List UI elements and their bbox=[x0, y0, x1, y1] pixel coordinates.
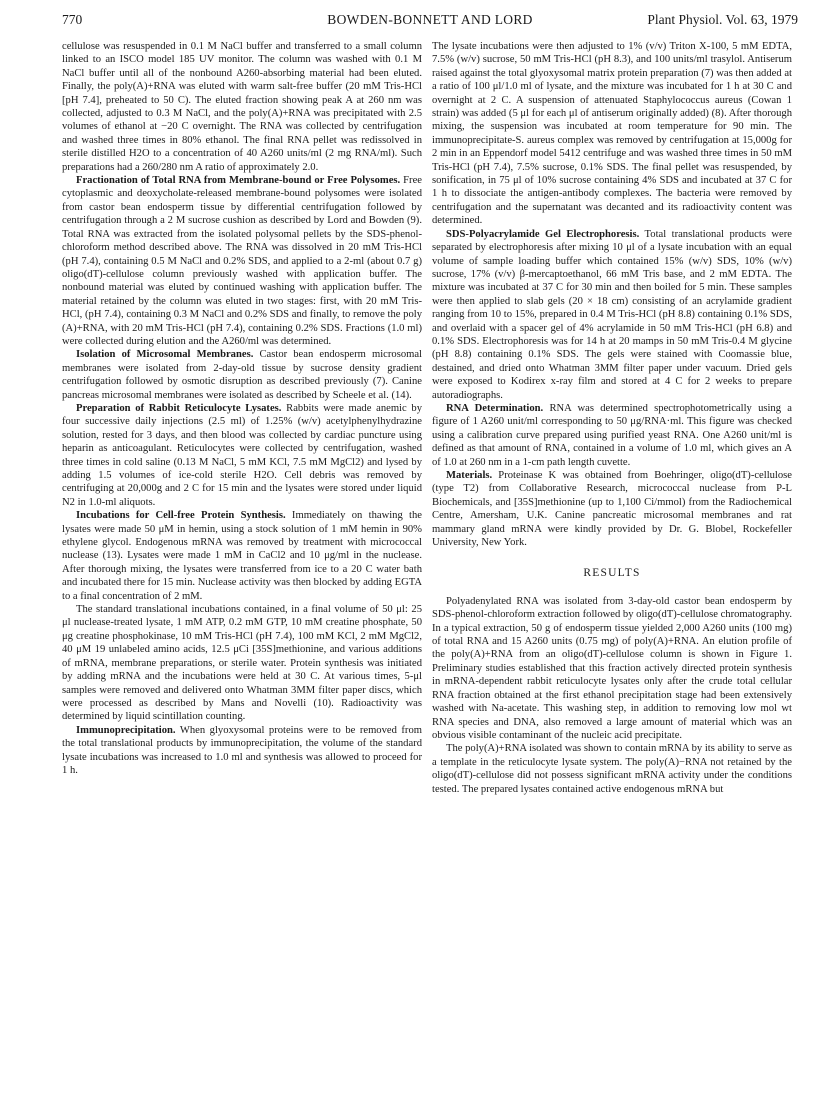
paragraph bbox=[62, 402, 422, 509]
paragraph-text: Free cytoplasmic and deoxycholate-released membrane-bound polysomes were isolated from castor bean endosperm tissue by differential centrifugation followed by centrifugation through a 2 M sucrose cushion as described by Lord and Bowden (9). Total RNA was extracted from the isolated polysomal pellets by the SDS-phenol-chloroform method described above. The RNA was dissolved in 20 mM Tris-HCl (pH 7.4), containing 0.5 M NaCl and 0.2% SDS, and applied to a 2-ml (about 0.7 g) oligo(dT)-cellulose column previously washed with application buffer. The nonbound material was eluted by continued washing with application buffer. The material retained by the column was eluted in two stages: first, with 20 mM Tris-HCl, (pH 7.4), containing 0.3 M NaCl and 0.2% SDS and finally, to remove the poly (A)+RNA, with 20 mM Tris-HCl (pH 7.4), containing 0.2% SDS. Fractions (1.0 ml) were collected during elution and the A260/ml was determined. bbox=[62, 175, 422, 347]
paragraph bbox=[62, 174, 422, 348]
paragraph-text: Total translational products were separated by electrophoresis after mixing 10 μl of a lysate incubation with an equal volume of sample loading buffer which contained 15% (w/v) SDS, 10% (w/v) sucrose, 17% (v/v) β-mercaptoethanol, 66 mM Tris base, and 2 mM EDTA. The mixture was incubated at 37 C for 30 min and then boiled for 5 min. These samples were then applied to slab gels (20 × 18 cm) consisting of an acrylamide gradient ranging from 10 to 15%, prepared in 0.4 M Tris-HCl (pH 8.8) containing 0.1% SDS, and overlaid with a spacer gel of 4% acrylamide in 50 mM Tris-HCl (pH 6.8) and 0.1% SDS. Electrophoresis was for 14 h at 20 mamps in 50 mM Tris-0.4 M glycine (pH 8.8) containing 0.1% SDS. The gels were stained with Coomassie blue, destained, and dried onto Whatman 3MM filter paper under vacuum. Dried gels were exposed to Kodirex x-ray film and stored at 4 C for 2 weeks to prepare autoradiographs. bbox=[432, 228, 792, 401]
paragraph-text: When glyoxysomal proteins were to be removed from the total translational products by immunoprecipitation, the volume of the standard lysate incubations was increased to 1.0 ml and synthesis was allowed to proceed for 1 h. bbox=[62, 724, 422, 776]
subsection-heading: SDS-Polyacrylamide Gel Electrophoresis. bbox=[446, 228, 640, 240]
paragraph: The standard translational incubations contained, in a final volume of 50 μl: 25 μl nuclease-treated lysate, 1 mM ATP, 0.2 mM GTP, 10 mM creatine phosphate, 50 μg creatine phosphokinase, 10 mM Tris-HCl (pH 7.4), 100 mM KCl, 2 mM MgCl2, 40 μM 19 unlabeled amino acids, 12.5 μCi [35S]methionine, and various additions of mRNA, membrane preparations, or sterile water. Protein synthesis was initiated by adding mRNA and the incubations were held at 30 C. At various times, 5-μl samples were removed and delivered onto Whatman 3MM filter paper discs, which were processed as described by Mans and Novelli (10). Radioactivity was determined by liquid scintillation counting. bbox=[62, 604, 422, 723]
paragraph-text: RNA was determined spectrophotometrically using a figure of 1 A260 unit/ml corresponding to 50 μg/RNA·ml. This figure was checked using a calibration curve prepared using purified yeast RNA. One A260 unit/ml is defined as that amount of RNA, contained in a volume of 1.0 ml, which gives an A of 1.0 at 260 nm in a 1-cm path length cuvette. bbox=[432, 402, 792, 468]
page-number: 770 bbox=[62, 12, 83, 27]
paragraph-text: Proteinase K was obtained from Boehringer, oligo(dT)-cellulose (type T2) from Collaborative Research, micrococcal nuclease from P-L Biochemicals, and [35S]methionine (up to 1,100 Ci/mmol) from the Radiochemical Centre, Amersham, U.K. Canine pancreatic microsomal membranes and rat mammary gland mRNA were kindly provided by Dr. G. Blobel, Rockefeller University, New York. bbox=[432, 470, 792, 549]
paragraph bbox=[62, 724, 422, 778]
subsection-heading: Isolation of Microsomal Membranes. bbox=[76, 349, 254, 361]
subsection-heading: Materials. bbox=[446, 470, 493, 481]
subsection-heading: RNA Determination. bbox=[446, 402, 544, 414]
paragraph: cellulose was resuspended in 0.1 M NaCl buffer and transferred to a small column linked to an ISCO model 185 UV monitor. The column was washed with 0.1 M NaCl buffer until all of the nonbound A260-absorbing material had been eluted. Finally, the poly(A)+RNA was eluted with warm salt-free buffer (20 mM Tris-HCl [pH 7.4], preheated to 50 C). The eluted fraction showing peak A at 260 nm was collected, adjusted to 0.3 M NaCl, and the poly(A)+RNA was precipitated with 2.5 volumes of ethanol at −20 C overnight. The RNA was collected by centrifugation and washed three times in 80% ethanol. The final RNA pellet was redissolved in sterile distilled H2O to a concentration of 40 A260 units/ml (2 mg RNA/ml). Such preparations had a 260/280 nm A ratio of approximately 2.0. bbox=[62, 41, 422, 173]
subsection-heading: Immunoprecipitation. bbox=[76, 724, 176, 736]
paragraph: The lysate incubations were then adjusted to 1% (v/v) Triton X-100, 5 mM EDTA, 7.5% (w/v) sucrose, 50 mM Tris-HCl (pH 8.3), and 100 units/ml trasylol. Antiserum raised against the total glyoxysomal matrix protein preparation (7) was then added at a ratio of 100 μl/1.0 ml of lysate, and the mixture was incubated for 1 h at 30 C and overnight at 2 C. A suspension of attenuated Staphylococcus aureus (Cowan 1 strain) was added (5 μl for each μl of antiserum originally added) (8). After thorough mixing, the suspension was incubated at room temperature for 90 min. The immunoprecipitate-S. aureus complex was removed by centrifugation at 15,000g for 2 min in an Eppendorf model 5412 centrifuge and was washed three times in 50 mM Tris-HCl (pH 7.4), 7.5% sucrose, 0.1% SDS. The final pellet was resuspended, by sonification, in 75 μl of 10% sucrose containing 4% SDS and incubated at 37 C for 1 h to dissociate the antigen-antibody complexes. The bacteria were removed by centrifugation and the supernatant was decanted and its radioactivity content was determined. bbox=[432, 41, 792, 227]
paragraph: The poly(A)+RNA isolated was shown to contain mRNA by its ability to serve as a template in the reticulocyte lysate system. The poly(A)−RNA not retained by the oligo(dT)-cellulose did not possess significant mRNA activity under the conditions tested. The prepared lysates contained active endogenous mRNA but bbox=[432, 743, 792, 795]
running-title: BOWDEN-BONNETT AND LORD bbox=[327, 12, 533, 27]
paragraph bbox=[432, 469, 792, 549]
paragraph-text: Immediately on thawing the lysates were made 50 μM in hemin, using a stock solution of 1 mM hemin in 90% ethylene glycol. Endogenous mRNA was removed by treatment with micrococcal nuclease (13). Lysates were made 1 mM in CaCl2 and 10 μg/ml in the nuclease. After thorough mixing, the lysates were transferred from ice to a 20 C water bath and incubated there for 15 min. Nuclease activity was then blocked by adding EGTA to a final concentration of 2 mM. bbox=[62, 510, 422, 602]
subsection-heading: Incubations for Cell-free Protein Synthesis. bbox=[76, 510, 286, 522]
paragraph-text: Castor bean endosperm microsomal membranes were isolated from 2-day-old tissue by sucrose density gradient centrifugation followed by osmotic disruption as described previously (7). Canine pancreas microsomal membranes were isolated as described by Scheele et al. (14). bbox=[62, 349, 422, 401]
journal-citation: Plant Physiol. Vol. 63, 1979 bbox=[647, 12, 798, 27]
subsection-heading: Preparation of Rabbit Reticulocyte Lysates. bbox=[76, 402, 282, 414]
paragraph bbox=[432, 402, 792, 469]
subsection-heading: Fractionation of Total RNA from Membrane-bound or Free Polysomes. bbox=[76, 175, 401, 187]
section-title-results: RESULTS bbox=[583, 567, 641, 580]
right-column bbox=[432, 40, 792, 796]
left-column bbox=[62, 40, 422, 777]
running-header bbox=[62, 12, 798, 34]
paragraph-text: Rabbits were made anemic by four successive daily injections (2.5 ml) of 1.25% (w/v) acetylphenylhydrazine solution, rested for 3 days, and then blood was collected by cardiac puncture using heparin as anticoagulant. Reticulocytes were collected by centrifugation, washed three times in cold saline (0.13 M NaCl, 5 mM KCl, 7.5 mM MgCl2) and lysed by adding 1.5 volumes of ice-cold sterile H2O. Cell debris was removed by centrifuging at 20,000g and 2 C for 15 min and the lysates were stored under liquid N2 in 1.0-ml aliquots. bbox=[62, 402, 422, 508]
paragraph bbox=[432, 228, 792, 402]
paragraph: Polyadenylated RNA was isolated from 3-day-old castor bean endosperm by SDS-phenol-chloroform extraction followed by oligo(dT)-cellulose chromatography. In a typical extraction, 50 g of endosperm tissue yielded 2,000 A260 units (100 mg) of total RNA and 15 A260 units (0.75 mg) of poly(A)+RNA. An elution profile of the poly(A)+RNA from an oligo(dT)-cellulose column is shown in Figure 1. Preliminary studies established that this fraction actively directed protein synthesis in mRNA-dependent rabbit reticulocyte lysates only after the crude total cellular RNA fraction obtained at the first ethanol precipitation stage had been extensively washed with Na-acetate. This washing step, in addition to removing low mol wt RNA species and DNA, also removed a large amount of material which was an obvious visible contaminant of the nucleic acid precipitate. bbox=[432, 595, 792, 741]
paragraph bbox=[62, 509, 422, 603]
paragraph bbox=[62, 348, 422, 402]
